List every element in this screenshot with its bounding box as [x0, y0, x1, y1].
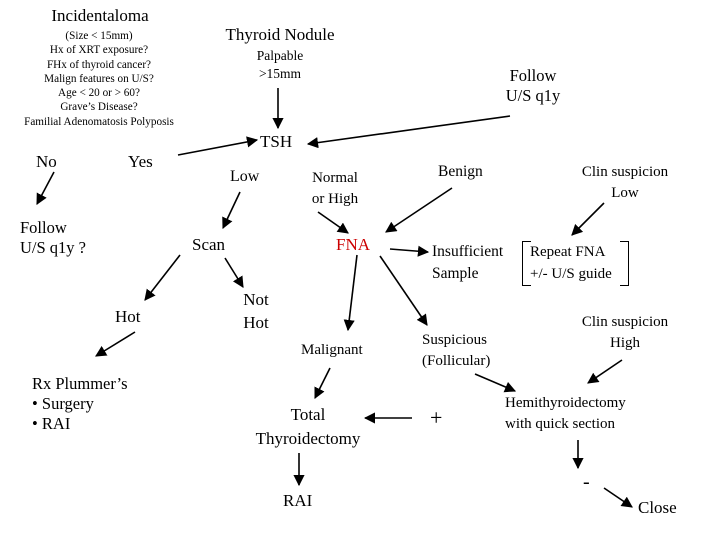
hot-line: Hot — [243, 313, 269, 332]
follow-line: Follow — [509, 66, 557, 85]
clin-suspicion-line: Clin suspicion — [581, 314, 669, 330]
or-high-line: or High — [311, 191, 359, 207]
not-hot-label — [236, 288, 276, 334]
total-thyroidectomy-label — [238, 403, 378, 451]
tsh-normal-label — [295, 168, 375, 210]
clin-suspicion-low-label — [565, 162, 685, 204]
us-interval-line: U/S q1y — [505, 86, 561, 105]
yes-label: Yes — [128, 152, 153, 171]
follow-line: Follow — [20, 218, 67, 237]
criteria-item: Age < 20 or > 60? — [58, 87, 140, 100]
us-interval-line: U/S q1y ? — [20, 238, 86, 257]
rx-surgery-item: • Surgery — [32, 394, 94, 413]
hemithyroidectomy-line: Hemithyroidectomy — [505, 395, 626, 411]
malignant-label: Malignant — [301, 342, 363, 358]
minus-sign: - — [583, 471, 590, 493]
repeat-fna-label — [530, 241, 612, 285]
close-label: Close — [638, 498, 677, 517]
follow-us-left-label — [20, 218, 86, 258]
arrow-clinlow-to-repeatfna — [572, 203, 604, 235]
thyroidectomy-line: Thyroidectomy — [255, 429, 361, 448]
follow-us-top-label — [483, 66, 583, 106]
total-line: Total — [290, 405, 326, 424]
insufficient-line: Insufficient — [432, 243, 504, 260]
arrow-fna-to-suspicious — [380, 256, 427, 325]
arrow-hot-to-plummer — [96, 332, 135, 356]
criteria-item: Hx of XRT exposure? — [49, 44, 149, 57]
criteria-item: Grave’s Disease? — [60, 101, 138, 114]
normal-line: Normal — [312, 170, 358, 186]
arrow-no-to-followus — [37, 172, 54, 204]
arrow-fna-to-insufficient — [390, 249, 428, 252]
rai-label: RAI — [283, 491, 313, 510]
criteria-item: Malign features on U/S? — [44, 72, 154, 85]
arrow-followus-to-tsh — [308, 116, 510, 144]
suspicious-follicular-label — [422, 330, 490, 372]
sample-line: Sample — [432, 265, 479, 282]
arrow-incidentaloma-to-tsh — [178, 140, 257, 155]
fna-label: FNA — [336, 235, 371, 254]
arrow-low-to-scan — [223, 192, 240, 228]
arrow-fna-to-malignant — [348, 255, 357, 330]
arrow-normal-to-fna — [318, 212, 348, 233]
repeat-fna-line: Repeat FNA — [530, 244, 606, 260]
tsh-label: TSH — [260, 132, 293, 151]
arrow-malignant-to-total — [315, 368, 330, 398]
arrow-benign-to-fna — [386, 188, 452, 232]
hemithyroidectomy-label — [505, 393, 626, 435]
arrow-scan-to-hot — [145, 255, 180, 300]
high-line: High — [610, 335, 640, 351]
low-line: Low — [611, 185, 639, 201]
clin-suspicion-high-label — [565, 312, 685, 354]
hot-label: Hot — [115, 307, 141, 326]
quick-section-line: with quick section — [505, 416, 615, 432]
palpable-line: Palpable — [256, 48, 304, 63]
incidentaloma-title: Incidentaloma — [51, 6, 149, 25]
us-guide-line: +/- U/S guide — [530, 266, 612, 282]
criteria-list — [4, 29, 194, 129]
arrow-suspicious-to-hemi — [475, 374, 515, 391]
arrow-clinhigh-to-hemi — [588, 360, 622, 383]
rx-plummers-block — [32, 374, 128, 434]
criteria-item: FHx of thyroid cancer? — [46, 58, 152, 71]
clin-suspicion-line: Clin suspicion — [581, 164, 669, 180]
not-line: Not — [243, 290, 269, 309]
palpable-size-line: >15mm — [258, 66, 302, 81]
criteria-item: (Size < 15mm) — [65, 30, 133, 42]
thyroid-nodule-label: Thyroid Nodule — [225, 25, 335, 44]
arrow-minus-to-close — [604, 488, 632, 507]
follicular-line: (Follicular) — [422, 353, 491, 369]
insufficient-sample-label — [432, 241, 503, 285]
no-label: No — [36, 152, 57, 171]
rx-rai-item: • RAI — [32, 414, 71, 433]
criteria-item: Familial Adenomatosis Polyposis — [24, 115, 174, 128]
rx-plummers-heading: Rx Plummer’s — [32, 374, 128, 393]
plus-sign: + — [430, 405, 443, 430]
scan-label: Scan — [192, 235, 226, 254]
suspicious-line: Suspicious — [422, 332, 488, 348]
benign-label: Benign — [438, 163, 483, 180]
tsh-low-label: Low — [230, 168, 260, 185]
palpable-label — [230, 47, 330, 83]
arrow-scan-to-nothot — [225, 258, 243, 287]
repeat-fna-right-bracket — [620, 241, 629, 286]
